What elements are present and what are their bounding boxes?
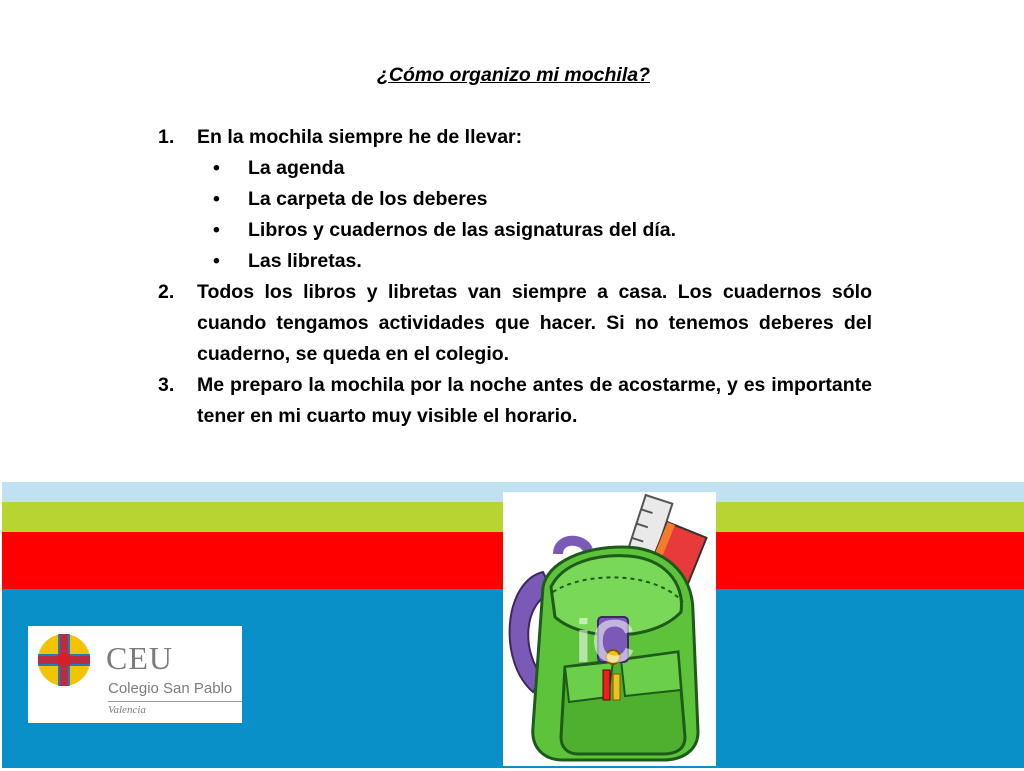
backpack-icon: [503, 492, 716, 766]
logo-divider: [108, 701, 242, 702]
bullet-text: Libros y cuadernos de las asignaturas del día.: [248, 219, 677, 241]
bullet-item: [197, 215, 872, 246]
list-number: 1.: [158, 126, 175, 148]
list-item-text: Todos los libros y libretas van siempre a casa. Los cuadernos sólo cuando tengamos actividades que hacer. Si no tenemos deberes del cuaderno, se queda en el colegio.: [197, 281, 872, 365]
bullet-text: La agenda: [248, 157, 345, 179]
bullet-icon: •: [213, 250, 220, 272]
logo-name: CEU: [106, 640, 173, 676]
ceu-logo: [28, 626, 242, 723]
slide-content: [155, 60, 872, 432]
slide-title: ¿Cómo organizo mi mochila?: [376, 64, 650, 86]
backpack-illustration: [503, 492, 716, 766]
list-item-text: Me preparo la mochila por la noche antes de acostarme, y es importante tener en mi cuarto muy visible el horario.: [197, 374, 872, 427]
bullet-icon: •: [213, 157, 220, 179]
list-item: [155, 370, 872, 432]
bullet-text: La carpeta de los deberes: [248, 188, 488, 210]
svg-text:iC: iC: [575, 608, 635, 675]
bullet-list: [197, 153, 872, 277]
logo-city: Valencia: [108, 704, 146, 716]
bullet-item: [197, 153, 872, 184]
list-number: 2.: [158, 281, 175, 303]
list-number: 3.: [158, 374, 175, 396]
numbered-list: [155, 122, 872, 432]
bullet-icon: •: [213, 188, 220, 210]
bullet-icon: •: [213, 219, 220, 241]
logo-school-name: Colegio San Pablo: [108, 680, 233, 697]
bullet-text: Las libretas.: [248, 250, 362, 272]
bullet-item: [197, 246, 872, 277]
ceu-emblem-icon: [36, 632, 92, 688]
list-item: [155, 277, 872, 370]
list-item: [155, 122, 872, 277]
list-item-text: En la mochila siempre he de llevar:: [197, 126, 523, 148]
bullet-item: [197, 184, 872, 215]
